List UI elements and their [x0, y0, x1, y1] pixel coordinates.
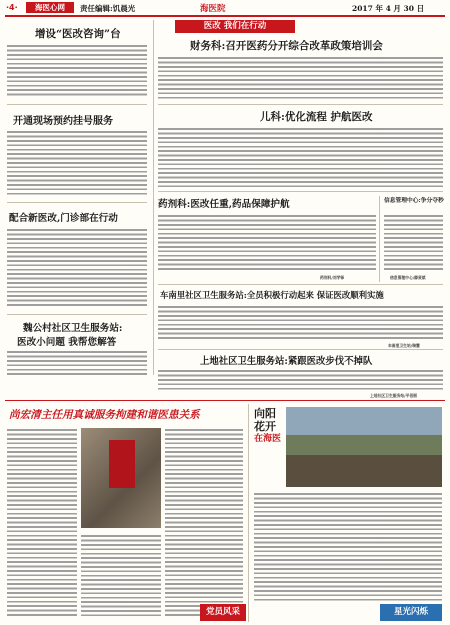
- headline-info-center-alt: 信息管理中心:争分夺秒: [384, 196, 444, 204]
- photo-banner-presentation: [81, 428, 161, 528]
- feature-gratitude: [5, 404, 245, 622]
- photo-group-event: [286, 407, 442, 487]
- pennant-flag: [109, 440, 135, 488]
- column-divider: [248, 404, 249, 622]
- headline-weigongcun: 魏公村社区卫生服务站:: [23, 323, 123, 334]
- page-header: [0, 0, 450, 16]
- headline-weigongcun-sub: 医改小问题 我帮您解答: [17, 337, 117, 348]
- divider: [7, 202, 147, 203]
- title-line-3: 在海医: [254, 434, 282, 444]
- headline-gratitude: 尚宏清主任用真诚服务拘建和谐医患关系: [9, 409, 200, 421]
- divider: [7, 104, 147, 105]
- body-text: [165, 428, 243, 618]
- byline-shangdi: 上地社区卫生服务站/平佰丽: [370, 393, 417, 398]
- headline-outpatient-dept: 配合新医改,门诊部在行动: [9, 213, 118, 224]
- xiangyang-title-block: [254, 407, 282, 487]
- page-number: ·4·: [6, 3, 18, 12]
- header-rule: [5, 15, 445, 17]
- body-text: [7, 350, 147, 375]
- left-column: [5, 20, 150, 375]
- body-text: [7, 44, 147, 98]
- divider: [158, 349, 443, 350]
- title-line-2: 花开: [254, 420, 276, 433]
- masthead-title: 海医院: [200, 4, 226, 14]
- divider: [158, 284, 443, 285]
- title-line-1: 向阳: [254, 407, 276, 420]
- divider: [7, 314, 147, 315]
- body-text: [7, 130, 147, 196]
- body-text: [158, 56, 443, 100]
- byline-pharmacy: 药剂科/刘学铎: [320, 275, 345, 280]
- divider: [158, 191, 443, 192]
- body-text: [384, 214, 443, 272]
- column-divider: [153, 20, 154, 375]
- byline-chenanli: 车南里卫生站/瑞慧: [388, 343, 420, 348]
- tag-starlight: 星光闪烁: [380, 604, 442, 621]
- feature-xiangyang: [252, 404, 445, 622]
- headline-finance: 财务科:召开医药分开综合改革政策培训会: [190, 40, 383, 52]
- issue-date: 2017 年 4 月 30 日: [352, 4, 425, 13]
- headline-consult-desk: 增设“医改咨询”台: [35, 28, 121, 40]
- divider: [158, 104, 443, 105]
- body-text: [254, 492, 442, 602]
- headline-onsite-booking: 开通现场预约挂号服务: [13, 116, 113, 127]
- body-text: [158, 127, 443, 187]
- byline-info: 信息管理中心/滕贤斌: [390, 275, 426, 280]
- body-text: [158, 214, 376, 272]
- body-text: [158, 369, 443, 391]
- section-rule: [5, 400, 445, 401]
- body-text: [158, 305, 443, 341]
- body-text: [7, 428, 77, 618]
- headline-chenanli: 车南里社区卫生服务站:全员积极行动起来 保证医改顺利实施: [160, 290, 384, 300]
- column-tab: 海医心网: [26, 2, 74, 13]
- column-divider: [379, 196, 380, 282]
- tag-party-member: 党员风采: [200, 604, 246, 621]
- body-text: [7, 228, 147, 308]
- headline-pediatrics: 儿科:优化流程 护航医改: [260, 111, 373, 123]
- headline-pharmacy: 药剂科:医改任重,药品保障护航: [158, 199, 290, 210]
- headline-shangdi: 上地社区卫生服务站:紧跟医改步伐不掉队: [200, 356, 373, 367]
- section-banner: 医改 我们在行动: [175, 20, 295, 33]
- editor-line: 责任编辑:饥晨光: [80, 4, 136, 13]
- body-text: [81, 534, 161, 618]
